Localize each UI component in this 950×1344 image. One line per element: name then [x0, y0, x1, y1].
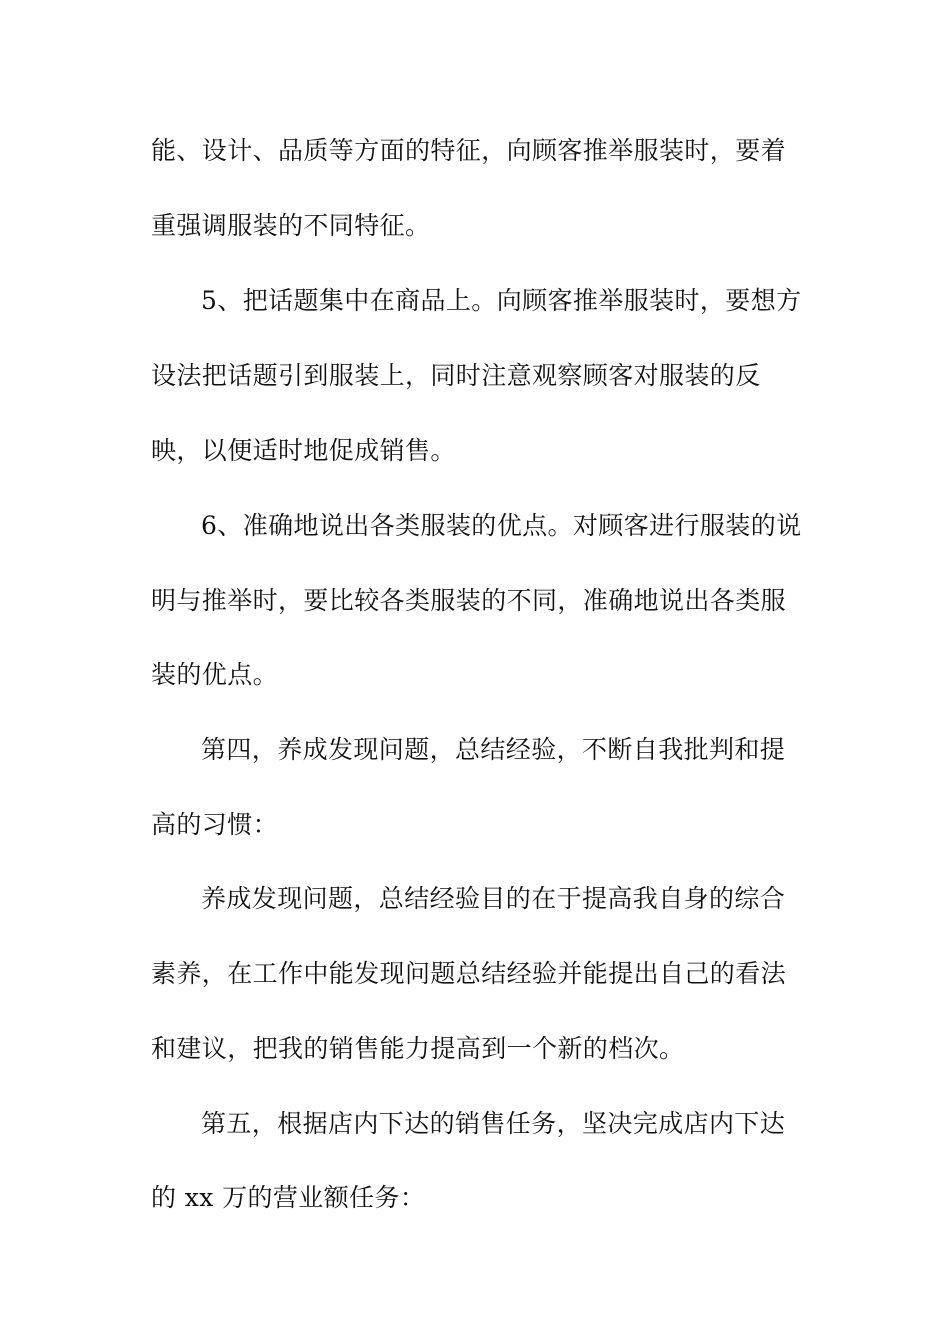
section-four-body-start: 养成发现问题，总结经验目的在于提高我自身的综合 [201, 884, 786, 913]
text-line-10: 高的习惯： [151, 810, 279, 839]
paragraph-5-start: 5、把话题集中在商品上。向顾客推举服装时，要想方 [201, 286, 802, 315]
text-line-15: 的 xx 万的营业额任务： [151, 1183, 426, 1212]
paragraph-6-start: 6、准确地说出各类服装的优点。对顾客进行服装的说 [201, 511, 802, 540]
text-line-1: 能、设计、品质等方面的特征，向顾客推举服装时，要着 [151, 136, 787, 165]
text-line-13: 和建议，把我的销售能力提高到一个新的档次。 [151, 1034, 685, 1063]
text-line-4: 设法把话题引到服装上，同时注意观察顾客对服装的反 [151, 361, 761, 390]
text-line-5: 映，以便适时地促成销售。 [151, 436, 456, 465]
text-line-8: 装的优点。 [151, 660, 279, 689]
text-line-7: 明与推举时，要比较各类服装的不同，准确地说出各类服 [151, 586, 787, 615]
section-five-heading: 第五，根据店内下达的销售任务，坚决完成店内下达 [201, 1109, 786, 1138]
text-line-12: 素养，在工作中能发现问题总结经验并能提出自己的看法 [151, 959, 787, 988]
text-line-2: 重强调服装的不同特征。 [151, 211, 431, 240]
section-four-heading: 第四，养成发现问题，总结经验，不断自我批判和提 [201, 735, 786, 764]
